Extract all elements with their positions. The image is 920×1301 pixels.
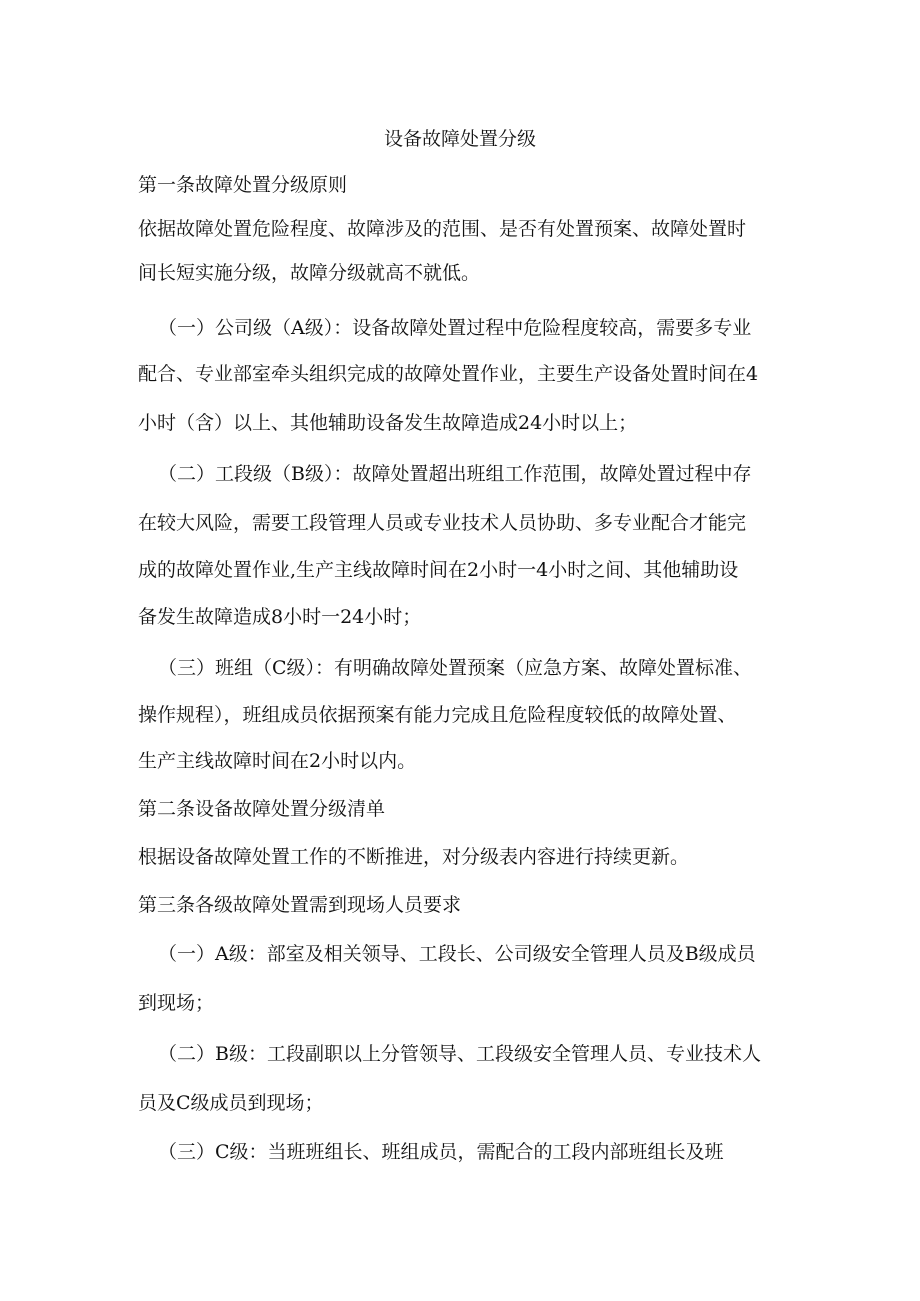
item-b-line: （二）工段级（B级）：故障处置超出班组工作范围，故障处置过程中存: [158, 463, 752, 485]
item-a-line: 配合、专业部室牵头组织完成的故障处置作业，主要生产设备处置时间在4: [138, 363, 759, 385]
item-c-line: 生产主线故障时间在2小时以内。: [138, 750, 417, 772]
item-b-line: 在较大风险，需要工段管理人员或专业技术人员协助、多专业配合才能完: [138, 512, 747, 534]
article-2-heading: 第二条设备故障处置分级清单: [138, 798, 386, 820]
item-a-line: 小时（含）以上、其他辅助设备发生故障造成24小时以上；: [138, 412, 638, 434]
item-a-line: （一）公司级（A级）：设备故障处置过程中危险程度较高，需要多专业: [158, 317, 752, 339]
requirement-a-line: （一）A级：部室及相关领导、工段长、公司级安全管理人员及B级成员: [158, 943, 756, 965]
article-3-heading: 第三条各级故障处置需到现场人员要求: [138, 894, 462, 916]
requirement-a-line: 到现场；: [138, 992, 215, 1014]
item-b-line: 成的故障处置作业,生产主线故障时间在2小时一4小时之间、其他辅助设: [138, 559, 739, 581]
article-1-heading: 第一条故障处置分级原则: [138, 174, 348, 196]
requirement-b-line: （二）B级：工段副职以上分管领导、工段级安全管理人员、专业技术人: [158, 1043, 761, 1065]
item-b-line: 备发生故障造成8小时一24小时；: [138, 606, 422, 628]
item-c-line: （三）班组（C级）：有明确故障处置预案（应急方案、故障处置标准、: [158, 657, 753, 679]
requirement-c-line: （三）C级：当班班组长、班组成员，需配合的工段内部班组长及班: [158, 1141, 724, 1163]
paragraph-line: 根据设备故障处置工作的不断推进，对分级表内容进行持续更新。: [138, 846, 690, 868]
item-c-line: 操作规程），班组成员依据预案有能力完成且危险程度较低的故障处置、: [138, 704, 737, 726]
document-title: 设备故障处置分级: [383, 128, 536, 150]
paragraph-line: 间长短实施分级，故障分级就高不就低。: [138, 262, 481, 284]
requirement-b-line: 员及C级成员到现场；: [138, 1092, 324, 1114]
paragraph-line: 依据故障处置危险程度、故障涉及的范围、是否有处置预案、故障处置时: [138, 218, 747, 240]
